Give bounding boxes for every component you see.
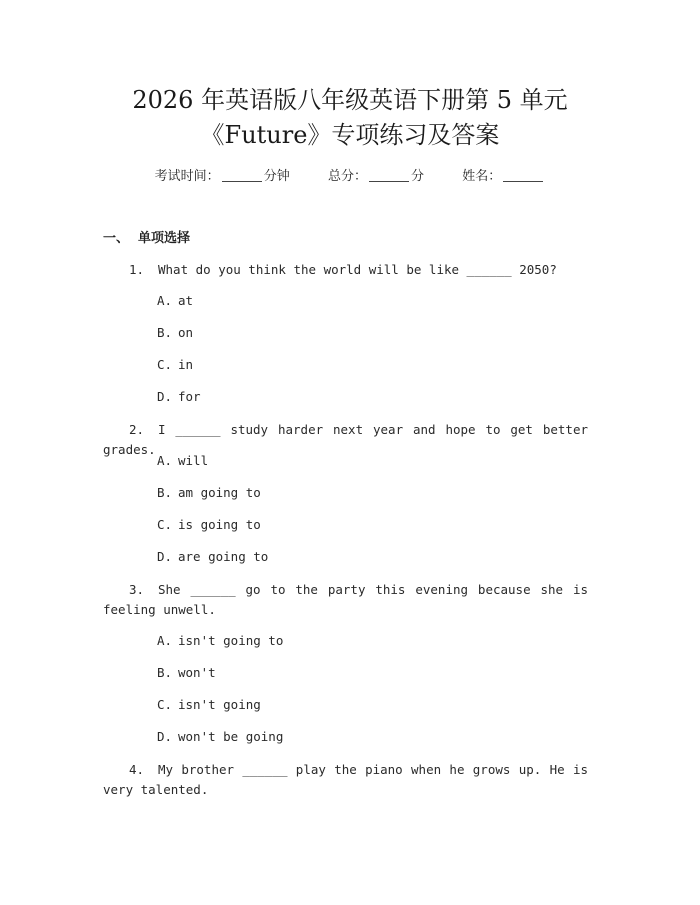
question-1 bbox=[103, 260, 588, 280]
name-label: 姓名： bbox=[462, 169, 502, 184]
question-number: 1. bbox=[129, 262, 145, 277]
question-text: She ______ go to the party this evening because she is feeling unwell. bbox=[103, 582, 588, 617]
score-unit: 分 bbox=[411, 169, 425, 184]
question-4 bbox=[103, 760, 588, 800]
option-2a: A. will bbox=[157, 453, 209, 468]
option-2b: B. am going to bbox=[157, 485, 261, 500]
section-number: 一、 bbox=[103, 231, 130, 246]
option-2d: D. are going to bbox=[157, 549, 269, 564]
option-1a: A. at bbox=[157, 293, 194, 308]
section-title: 单项选择 bbox=[138, 231, 191, 246]
option-2c: C. is going to bbox=[157, 517, 261, 532]
document-title-line-1: 2026 年英语版八年级英语下册第 5 单元 bbox=[132, 86, 568, 114]
question-text: I ______ study harder next year and hope to get better grades. bbox=[103, 422, 588, 457]
option-1b: B. on bbox=[157, 325, 194, 340]
exam-info bbox=[0, 168, 700, 186]
time-unit: 分钟 bbox=[263, 169, 290, 184]
document-title-line-2: 《Future》专项练习及答案 bbox=[200, 121, 500, 149]
section-heading bbox=[103, 230, 190, 248]
name-blank bbox=[503, 168, 543, 182]
question-text: What do you think the world will be like ______ 2050? bbox=[158, 262, 557, 277]
question-3 bbox=[103, 580, 588, 620]
option-3b: B. won't bbox=[157, 665, 216, 680]
score-label: 总分： bbox=[327, 169, 367, 184]
question-number: 4. bbox=[129, 762, 145, 777]
option-3d: D. won't be going bbox=[157, 729, 284, 744]
question-number: 2. bbox=[129, 422, 145, 437]
option-1c: C. in bbox=[157, 357, 194, 372]
option-3a: A. isn't going to bbox=[157, 633, 284, 648]
question-number: 3. bbox=[129, 582, 145, 597]
option-1d: D. for bbox=[157, 389, 201, 404]
time-label: 考试时间： bbox=[154, 169, 220, 184]
time-blank bbox=[222, 168, 262, 182]
option-3c: C. isn't going bbox=[157, 697, 261, 712]
question-text: My brother ______ play the piano when he grows up. He is very talented. bbox=[103, 762, 588, 797]
score-blank bbox=[369, 168, 409, 182]
